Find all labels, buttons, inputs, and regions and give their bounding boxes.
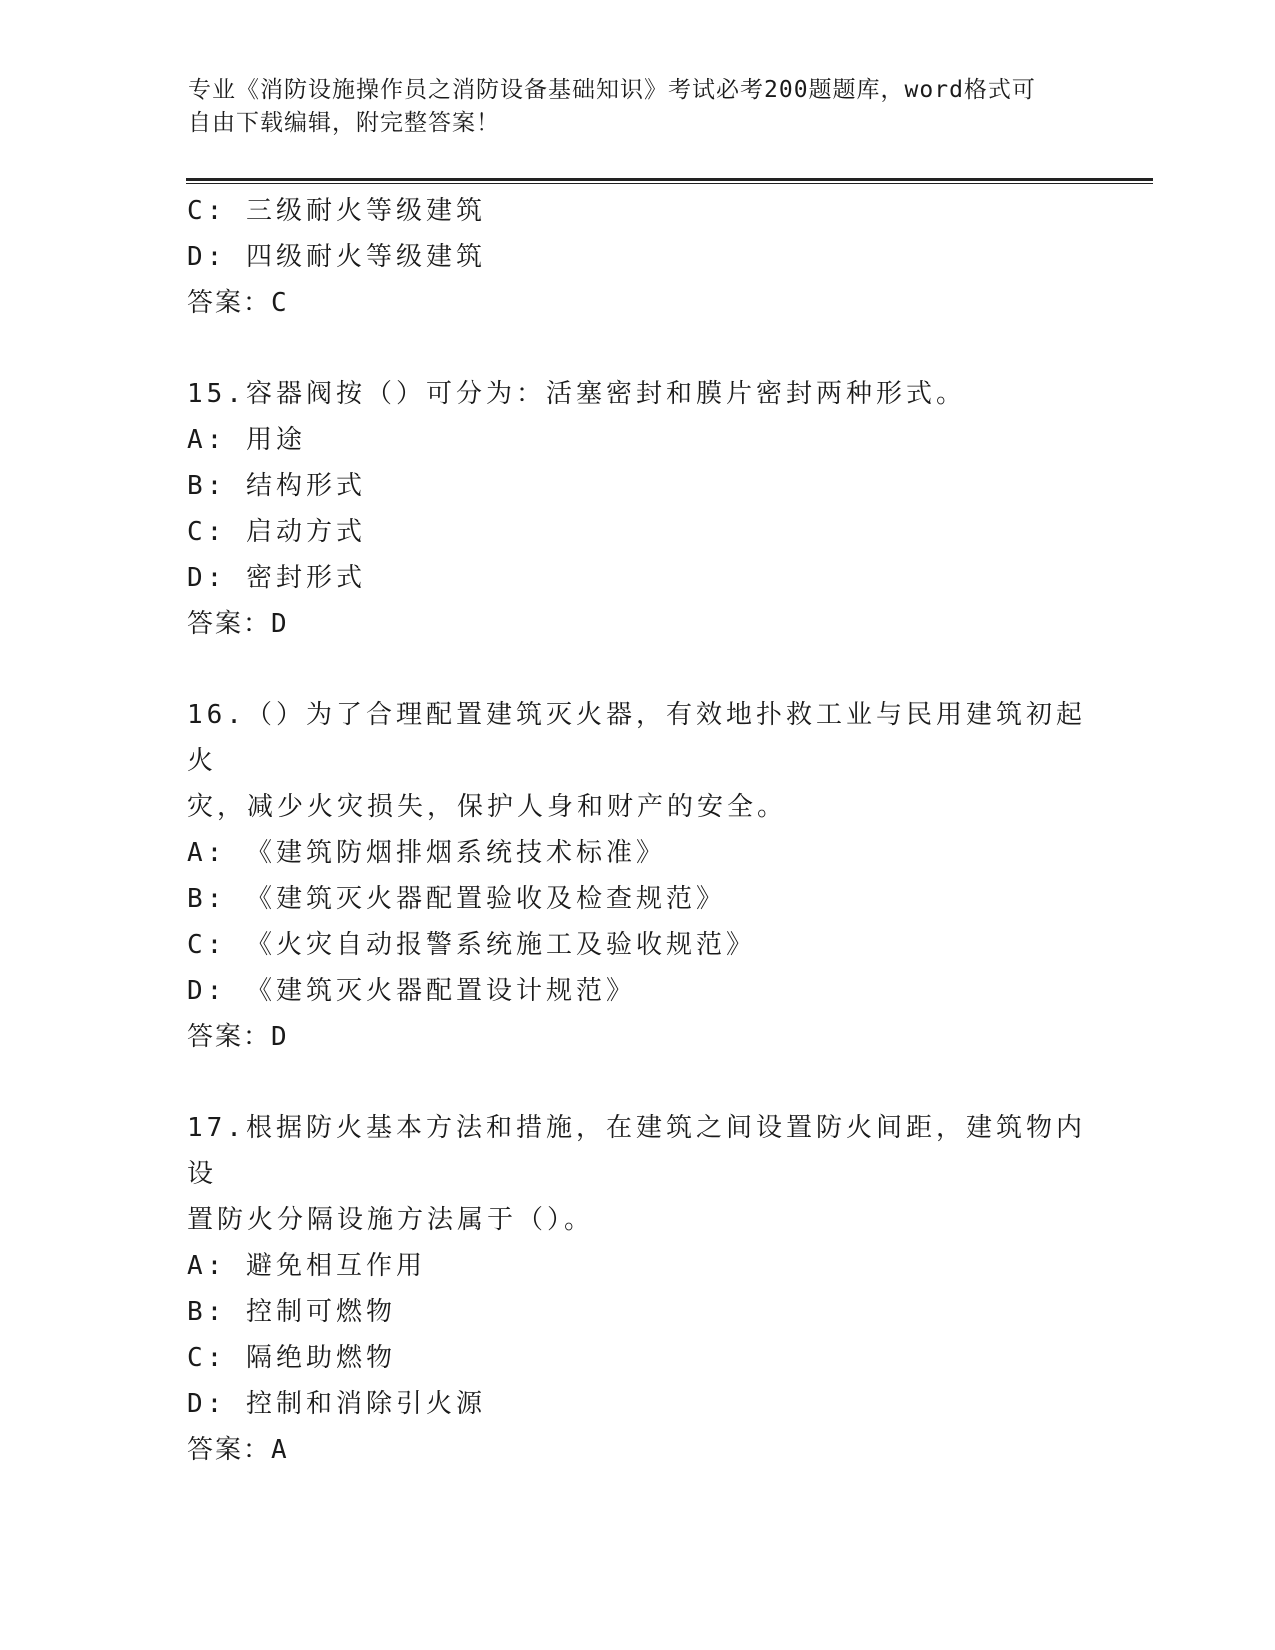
- option-d: D: 《建筑灭火器配置设计规范》: [187, 976, 636, 1006]
- header-line-1: 专业《消防设施操作员之消防设备基础知识》考试必考200题题库，word格式可: [188, 77, 1036, 103]
- option-c: C: 三级耐火等级建筑: [187, 196, 486, 226]
- spacer: [187, 326, 1087, 371]
- answer-line: 答案：D: [187, 1022, 289, 1052]
- question-stem-line-1: 16.（）为了合理配置建筑灭火器，有效地扑救工业与民用建筑初起火: [187, 700, 1086, 776]
- spacer: [187, 647, 1087, 692]
- answer-line: 答案：D: [187, 609, 289, 639]
- answer-line: 答案：C: [187, 288, 289, 318]
- question-stem: 15.容器阀按（）可分为：活塞密封和膜片密封两种形式。: [187, 379, 966, 409]
- option-b: B: 控制可燃物: [187, 1297, 396, 1327]
- option-c: C: 《火灾自动报警系统施工及验收规范》: [187, 930, 756, 960]
- question-continued: [187, 188, 1087, 326]
- document-header: [188, 74, 1088, 140]
- option-d: D: 四级耐火等级建筑: [187, 242, 486, 272]
- question-15: [187, 371, 1087, 647]
- spacer: [187, 1060, 1087, 1105]
- header-line-2: 自由下载编辑，附完整答案！: [188, 110, 500, 136]
- answer-line: 答案：A: [187, 1435, 289, 1465]
- header-divider-thin: [186, 183, 1153, 184]
- header-divider-thick: [186, 178, 1153, 181]
- question-16: [187, 692, 1087, 1060]
- question-stem-line-2: 置防火分隔设施方法属于（）。: [187, 1205, 595, 1235]
- question-stem-line-1: 17.根据防火基本方法和措施，在建筑之间设置防火间距，建筑物内设: [187, 1113, 1086, 1189]
- option-a: A: 避免相互作用: [187, 1251, 426, 1281]
- option-a: A: 《建筑防烟排烟系统技术标准》: [187, 838, 666, 868]
- option-b: B: 《建筑灭火器配置验收及检查规范》: [187, 884, 726, 914]
- option-d: D: 控制和消除引火源: [187, 1389, 486, 1419]
- question-list: [187, 188, 1087, 1473]
- question-stem-line-2: 灾，减少火灾损失，保护人身和财产的安全。: [187, 792, 788, 822]
- option-c: C: 启动方式: [187, 517, 366, 547]
- option-b: B: 结构形式: [187, 471, 366, 501]
- option-a: A: 用途: [187, 425, 306, 455]
- option-d: D: 密封形式: [187, 563, 366, 593]
- question-17: [187, 1105, 1087, 1473]
- option-c: C: 隔绝助燃物: [187, 1343, 396, 1373]
